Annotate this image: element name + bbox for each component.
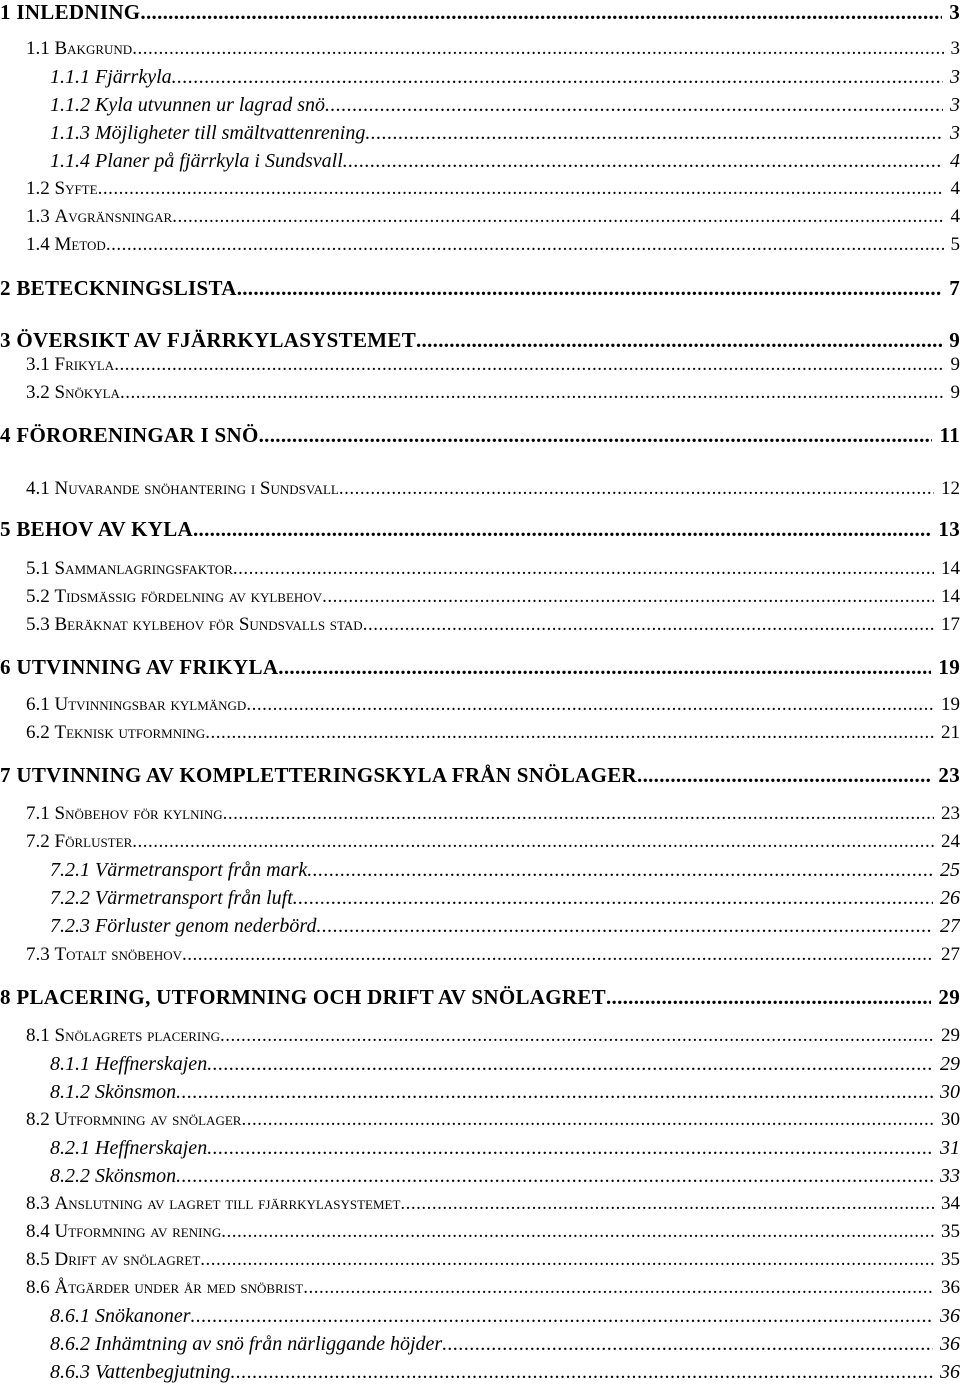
toc-entry[interactable] — [0, 382, 960, 404]
toc-entry-number: 8.6.1 — [50, 1305, 95, 1327]
toc-entry-number: 5 — [0, 517, 17, 541]
toc-entry-page: 4 — [945, 178, 960, 199]
toc-entry-title: Syfte — [54, 178, 98, 199]
toc-leader-dots — [606, 985, 931, 1010]
toc-entry-number: 2 — [0, 276, 17, 300]
toc-entry[interactable] — [0, 1305, 960, 1328]
toc-entry-page: 36 — [935, 1333, 960, 1355]
toc-leader-dots — [400, 1193, 934, 1215]
toc-entry[interactable] — [0, 150, 960, 173]
toc-entry-page: 14 — [936, 586, 960, 607]
toc-entry-number: 7.3 — [26, 944, 55, 965]
toc-entry[interactable] — [0, 1137, 960, 1160]
toc-entry[interactable] — [0, 1221, 960, 1243]
toc-leader-dots — [120, 382, 944, 404]
toc-entry-number: 1 — [0, 0, 17, 24]
toc-leader-dots — [200, 1249, 934, 1271]
toc-entry-page: 30 — [935, 1081, 960, 1103]
toc-entry-page: 21 — [936, 722, 960, 743]
toc-leader-dots — [114, 354, 944, 376]
toc-entry[interactable] — [0, 1193, 960, 1215]
toc-leader-dots — [246, 694, 934, 716]
toc-entry-title: PLACERING, UTFORMNING OCH DRIFT AV SNÖLAGRET — [16, 985, 606, 1009]
toc-entry-title: Snökyla — [54, 382, 120, 403]
toc-entry-title: Utformning av rening — [54, 1221, 222, 1242]
toc-entry-number: 8.6.2 — [50, 1333, 95, 1355]
toc-entry-title: Snöbehov för kylning — [54, 803, 223, 824]
toc-entry[interactable] — [0, 178, 960, 200]
toc-entry-page: 23 — [932, 763, 960, 787]
toc-entry-number: 8.6 — [26, 1277, 55, 1298]
toc-leader-dots — [191, 1305, 933, 1328]
toc-leader-dots — [140, 0, 941, 25]
toc-leader-dots — [106, 234, 944, 256]
toc-entry-number: 7.2.1 — [50, 859, 95, 881]
toc-leader-dots — [205, 722, 934, 744]
toc-leader-dots — [339, 478, 934, 500]
toc-entry-number: 7.2 — [26, 831, 55, 852]
toc-leader-dots — [172, 66, 943, 89]
toc-entry-title: Skönsmon — [95, 1165, 177, 1187]
toc-entry-number: 6.1 — [26, 694, 55, 715]
toc-entry[interactable] — [0, 354, 960, 376]
toc-entry-number: 6.2 — [26, 722, 55, 743]
toc-entry-number: 5.2 — [26, 586, 55, 607]
toc-entry[interactable] — [0, 944, 960, 966]
toc-entry-page: 13 — [932, 517, 960, 541]
toc-entry-number: 8.3 — [26, 1193, 55, 1214]
toc-entry[interactable] — [0, 915, 960, 938]
toc-entry-title: ÖVERSIKT AV FJÄRRKYLASYSTEMET — [16, 328, 416, 352]
toc-entry-title: Inhämtning av snö från närliggande höjder — [95, 1333, 443, 1355]
toc-entry-title: Frikyla — [54, 354, 115, 375]
toc-leader-dots — [132, 831, 934, 853]
toc-leader-dots — [98, 178, 944, 200]
toc-leader-dots — [307, 859, 933, 882]
toc-entry-page: 7 — [943, 276, 960, 300]
toc-entry[interactable] — [0, 478, 960, 500]
toc-entry-title: Drift av snölagret — [54, 1249, 201, 1270]
toc-entry-number: 7.1 — [26, 803, 55, 824]
toc-leader-dots — [322, 586, 934, 608]
toc-leader-dots — [231, 1361, 933, 1384]
toc-entry-number: 8.4 — [26, 1221, 55, 1242]
toc-entry-number: 1.1.2 — [50, 94, 95, 116]
toc-leader-dots — [193, 517, 931, 542]
toc-entry-number: 6 — [0, 655, 17, 679]
toc-entry-number: 1.1.4 — [50, 150, 95, 172]
toc-entry-title: FÖRORENINGAR I SNÖ — [16, 423, 259, 447]
toc-entry-page: 26 — [935, 887, 960, 909]
toc-entry-page: 11 — [934, 423, 960, 447]
toc-entry-page: 36 — [935, 1305, 960, 1327]
toc-entry-title: Snölagrets placering — [54, 1025, 221, 1046]
toc-entry[interactable] — [0, 1333, 960, 1356]
toc-entry-page: 35 — [936, 1221, 960, 1242]
toc-entry[interactable] — [0, 328, 960, 353]
toc-entry[interactable] — [0, 1249, 960, 1271]
toc-entry-title: Snökanoner — [95, 1305, 191, 1327]
toc-entry-number: 3 — [0, 328, 17, 352]
toc-entry-title: Heffnerskajen — [95, 1137, 208, 1159]
toc-entry-page: 25 — [935, 859, 960, 881]
toc-entry-title: Förluster genom nederbörd — [95, 915, 317, 937]
toc-leader-dots — [172, 206, 944, 228]
toc-entry-title: Avgränsningar — [54, 206, 173, 227]
toc-entry[interactable] — [0, 985, 960, 1010]
toc-entry-page: 35 — [936, 1249, 960, 1270]
toc-leader-dots — [207, 1137, 933, 1160]
toc-entry[interactable] — [0, 276, 960, 301]
toc-entry-page: 5 — [945, 234, 960, 255]
toc-entry-number: 8.6.3 — [50, 1361, 95, 1383]
toc-entry-page: 12 — [936, 478, 960, 499]
toc-entry-title: Skönsmon — [95, 1081, 177, 1103]
toc-leader-dots — [241, 1109, 934, 1131]
toc-entry-page: 29 — [936, 1025, 960, 1046]
toc-leader-dots — [325, 94, 943, 117]
toc-entry[interactable] — [0, 763, 960, 788]
toc-entry[interactable] — [0, 887, 960, 910]
toc-entry-title: Fjärrkyla — [95, 66, 172, 88]
toc-leader-dots — [316, 915, 933, 938]
toc-entry-number: 8.1.1 — [50, 1053, 95, 1075]
toc-leader-dots — [637, 763, 931, 788]
toc-entry-number: 8.5 — [26, 1249, 55, 1270]
toc-entry[interactable] — [0, 1025, 960, 1047]
toc-entry-title: BETECKNINGSLISTA — [16, 276, 237, 300]
toc-entry[interactable] — [0, 586, 960, 608]
toc-leader-dots — [220, 1025, 934, 1047]
toc-entry-title: UTVINNING AV KOMPLETTERINGSKYLA FRÅN SNÖLAGER — [16, 763, 638, 787]
toc-leader-dots — [223, 803, 935, 825]
toc-leader-dots — [365, 122, 943, 145]
toc-entry-number: 3.1 — [26, 354, 55, 375]
toc-entry[interactable] — [0, 614, 960, 636]
toc-entry-title: UTVINNING AV FRIKYLA — [16, 655, 279, 679]
toc-entry-page: 19 — [932, 655, 960, 679]
toc-leader-dots — [293, 887, 933, 910]
toc-entry-page: 33 — [935, 1165, 960, 1187]
toc-entry-number: 8.2.2 — [50, 1165, 95, 1187]
toc-entry-page: 3 — [943, 0, 960, 24]
toc-entry[interactable] — [0, 831, 960, 853]
toc-entry-number: 1.4 — [26, 234, 55, 255]
toc-entry[interactable] — [0, 558, 960, 580]
toc-entry[interactable] — [0, 694, 960, 716]
toc-entry-title: Åtgärder under år med snöbrist — [54, 1277, 304, 1298]
toc-entry-page: 9 — [943, 328, 960, 352]
toc-leader-dots — [363, 614, 935, 636]
toc-entry[interactable] — [0, 722, 960, 744]
toc-entry[interactable] — [0, 655, 960, 680]
toc-entry-page: 19 — [936, 694, 960, 715]
toc-entry[interactable] — [0, 423, 960, 448]
toc-leader-dots — [176, 1165, 933, 1188]
toc-entry-number: 1.1.3 — [50, 122, 95, 144]
toc-entry[interactable] — [0, 517, 960, 542]
toc-entry-title: Kyla utvunnen ur lagrad snö — [95, 94, 325, 116]
toc-entry-title: Heffnerskajen — [95, 1053, 208, 1075]
toc-entry-page: 36 — [935, 1361, 960, 1383]
toc-entry-title: Metod — [54, 234, 106, 255]
toc-entry-page: 9 — [945, 382, 960, 403]
toc-entry-title: BEHOV AV KYLA — [16, 517, 193, 541]
toc-leader-dots — [132, 38, 944, 60]
toc-entry-number: 4.1 — [26, 478, 55, 499]
toc-entry[interactable] — [0, 0, 960, 25]
toc-entry-page: 24 — [936, 831, 960, 852]
toc-leader-dots — [416, 328, 942, 353]
toc-leader-dots — [343, 150, 943, 173]
toc-entry-page: 34 — [936, 1193, 960, 1214]
toc-entry-number: 8.2.1 — [50, 1137, 95, 1159]
toc-entry-title: Tidsmässig fördelning av kylbehov — [54, 586, 323, 607]
toc-entry-page: 36 — [936, 1277, 960, 1298]
toc-entry-title: Vattenbegjutning — [95, 1361, 231, 1383]
toc-entry-title: Planer på fjärrkyla i Sundsvall — [95, 150, 343, 172]
toc-entry-title: Totalt snöbehov — [54, 944, 183, 965]
toc-entry-title: Värmetransport från mark — [95, 859, 308, 881]
toc-entry-page: 27 — [935, 915, 960, 937]
toc-entry-title: Utvinningsbar kylmängd — [54, 694, 247, 715]
toc-entry-title: Värmetransport från luft — [95, 887, 293, 909]
toc-entry-number: 5.1 — [26, 558, 55, 579]
toc-entry-number: 3.2 — [26, 382, 55, 403]
toc-entry-title: Möjligheter till smältvattenrening — [95, 122, 366, 144]
toc-entry[interactable] — [0, 234, 960, 256]
toc-leader-dots — [176, 1081, 933, 1104]
toc-entry[interactable] — [0, 1277, 960, 1299]
toc-entry[interactable] — [0, 1165, 960, 1188]
toc-leader-dots — [259, 423, 932, 448]
toc-entry-page: 3 — [945, 66, 960, 88]
toc-entry[interactable] — [0, 859, 960, 882]
toc-entry-page: 3 — [945, 122, 960, 144]
toc-entry-page: 3 — [945, 38, 960, 59]
toc-entry[interactable] — [0, 1053, 960, 1076]
toc-entry-title: Anslutning av lagret till fjärrkylasystemet — [54, 1193, 401, 1214]
toc-entry-title: Beräknat kylbehov för Sundsvalls stad — [54, 614, 363, 635]
toc-entry-page: 14 — [936, 558, 960, 579]
toc-entry-number: 1.1 — [26, 38, 55, 59]
toc-entry[interactable] — [0, 1109, 960, 1131]
toc-entry-number: 7.2.3 — [50, 915, 95, 937]
toc-entry-page: 23 — [936, 803, 960, 824]
toc-entry-number: 7.2.2 — [50, 887, 95, 909]
toc-entry[interactable] — [0, 66, 960, 89]
toc-entry[interactable] — [0, 1081, 960, 1104]
toc-entry-number: 5.3 — [26, 614, 55, 635]
toc-entry-page: 3 — [945, 94, 960, 116]
toc-leader-dots — [442, 1333, 933, 1356]
toc-entry-title: Sammanlagringsfaktor — [54, 558, 233, 579]
toc-entry-page: 27 — [936, 944, 960, 965]
toc-entry-title: Förluster — [54, 831, 133, 852]
toc-leader-dots — [182, 944, 934, 966]
toc-entry-number: 8.1.2 — [50, 1081, 95, 1103]
toc-entry-page: 4 — [945, 206, 960, 227]
toc-entry-number: 1.1.1 — [50, 66, 95, 88]
toc-entry[interactable] — [0, 803, 960, 825]
toc-entry-page: 31 — [935, 1137, 960, 1159]
toc-entry-page: 30 — [936, 1109, 960, 1130]
toc-entry-page: 29 — [935, 1053, 960, 1075]
toc-entry-number: 1.2 — [26, 178, 55, 199]
toc-entry-number: 8.2 — [26, 1109, 55, 1130]
toc-entry-number: 8.1 — [26, 1025, 55, 1046]
toc-leader-dots — [233, 558, 934, 580]
toc-entry-number: 1.3 — [26, 206, 55, 227]
toc-leader-dots — [207, 1053, 933, 1076]
toc-leader-dots — [237, 276, 942, 301]
toc-entry-title: INLEDNING — [16, 0, 141, 24]
toc-entry-title: Nuvarande snöhantering i Sundsvall — [54, 478, 339, 499]
toc-entry-page: 17 — [936, 614, 960, 635]
toc-entry[interactable] — [0, 94, 960, 117]
toc-entry-number: 7 — [0, 763, 17, 787]
toc-leader-dots — [221, 1221, 934, 1243]
toc-entry-number: 8 — [0, 985, 17, 1009]
toc-entry[interactable] — [0, 1361, 960, 1384]
toc-leader-dots — [278, 655, 931, 680]
toc-entry[interactable] — [0, 122, 960, 145]
toc-leader-dots — [303, 1277, 934, 1299]
toc-entry[interactable] — [0, 38, 960, 60]
toc-entry-title: Bakgrund — [54, 38, 133, 59]
toc-entry-title: Utformning av snölager — [54, 1109, 242, 1130]
toc-entry-page: 9 — [945, 354, 960, 375]
toc-entry-page: 29 — [932, 985, 960, 1009]
toc-entry-title: Teknisk utformning — [54, 722, 206, 743]
toc-entry-page: 4 — [945, 150, 960, 172]
toc-entry-number: 4 — [0, 423, 17, 447]
toc-entry[interactable] — [0, 206, 960, 228]
